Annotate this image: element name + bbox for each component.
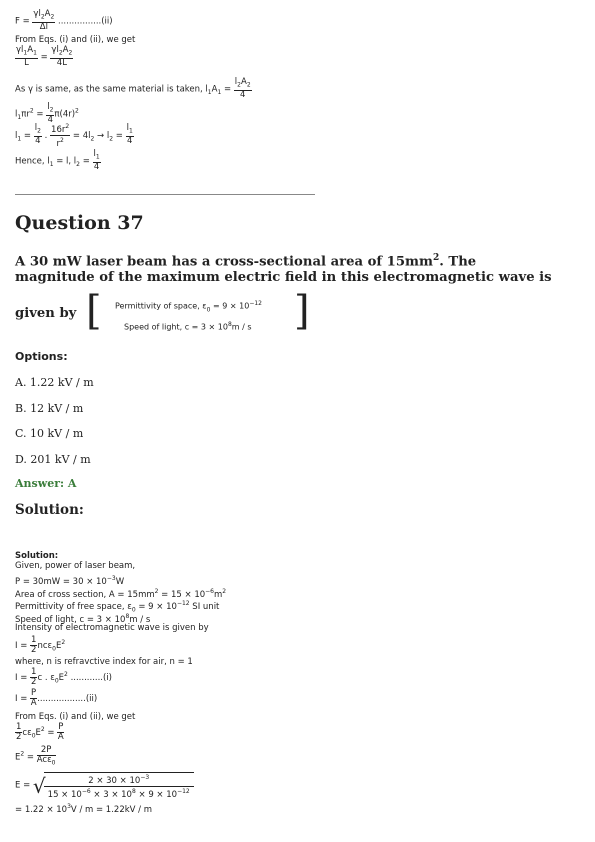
option-b[interactable]: B. 12 kV / m: [15, 402, 84, 415]
question-title: Question 37: [15, 212, 144, 234]
option-a[interactable]: A. 1.22 kV / m: [15, 376, 94, 389]
solution-line-refractive: where, n is refravctive index for air, n = 1: [15, 657, 193, 667]
force-fraction: $\frac{\gamma l_2A_2}{\Delta l}$: [33, 9, 55, 32]
solution-line-given: Given, power of laser beam,: [15, 561, 136, 571]
eq-ratio: $\frac{\gamma l_1A_1}{L}$ = $\frac{\gamma l_2A_2}{4L}$: [16, 45, 73, 68]
solution-final-result: = $1.22 \times 10^3V / m = 1.22kV / m$: [15, 803, 153, 815]
same-material-line: As γ is same, as the same material is taken, $l_1A_1$ = $\frac{l_2A_2}{4}$: [15, 77, 251, 100]
solution-eq-combined: $\frac{1}{2}$ $c\varepsilon_0E^2$ = $\frac{P}{A}$: [16, 722, 64, 742]
solution-line-speed: Speed of light, $c = 3 \times 10^8m / s$: [15, 613, 151, 625]
solution-subheading: Solution:: [15, 551, 59, 561]
solution-eq-intensity: I = $\frac{1}{2}$ $nc\varepsilon_0E^2$: [15, 635, 66, 655]
solution-line-area: Area of cross section, $A = 15mm^2 = 15 \times 10^{-6}m^2$: [15, 588, 227, 600]
solution-eq-ii: I = $\frac{P}{A}$ ..................(ii): [15, 688, 98, 708]
solution-eq-i: I = $\frac{1}{2}$ c . $\varepsilon_0E^2$ ............(i): [15, 667, 112, 687]
separator-line: [15, 194, 315, 195]
bracket-open: [: [86, 288, 102, 334]
eq-length-result: $l_1$ = $\frac{l_2}{4}$ . $\frac{16r^2}{r^2}$ = $4l_2 \to l_2$ = $\frac{l_1}{4}$: [15, 123, 133, 149]
solution-eq-e-squared: $E^2$ = $\frac{2P}{Ac\varepsilon_0}$: [15, 745, 56, 767]
question-text-line2: magnitude of the maximum electric field in this electromagnetic wave is: [15, 270, 552, 286]
option-d[interactable]: D. 201 kV / m: [15, 453, 91, 466]
hence-line: Hence, $l_1 = l$, $l_2$ = $\frac{l_1}{4}$: [15, 149, 100, 172]
solution-line-intensity: Intensity of electromagnetic wave is given by: [15, 623, 209, 633]
question-text-line3: given by: [15, 306, 77, 321]
from-eqs-text: From Eqs. (i) and (ii), we get: [15, 35, 136, 45]
given-permittivity: Permittivity of space, $\varepsilon_0 = 9 \times 10^{-12}$: [115, 300, 262, 314]
question-text: [15, 250, 585, 286]
answer-label: Answer: A: [15, 477, 77, 490]
given-speed-light: Speed of light, $c = 3 \times 10^8m / s$: [124, 321, 252, 332]
option-c[interactable]: C. 10 kV / m: [15, 427, 84, 440]
question-text-line1: A 30 mW laser beam has a cross-sectional area of $15mm^2$. The: [15, 253, 477, 270]
sqrt-icon: √: [32, 773, 46, 798]
solution-line-permittivity: Permittivity of free space, $\varepsilon_0 = 9 \times 10^{-12}$ SI unit: [15, 600, 220, 614]
eq-area-relation: $l_1\pi r^2$ = $\frac{l_2}{4}$ $\pi(4r)^2$: [15, 102, 79, 125]
options-label: Options:: [15, 350, 68, 363]
eq-force: F = $\frac{\gamma l_2A_2}{\Delta l}$ ................(ii): [15, 9, 113, 32]
bracket-close: ]: [294, 288, 310, 334]
solution-line-power: $P = 30mW = 30 \times 10^{-3}W$: [15, 575, 125, 587]
solution-heading: Solution:: [15, 502, 84, 518]
solution-eq-e-value: E = √ $\frac{2 \times 30 \times 10^{-3}}{15 \times 10^{-6} \times 3 \times 10^8 \times 9 \times 10^{-12}}$: [15, 772, 194, 800]
solution-from-eqs: From Eqs. (i) and (ii), we get: [15, 712, 136, 722]
